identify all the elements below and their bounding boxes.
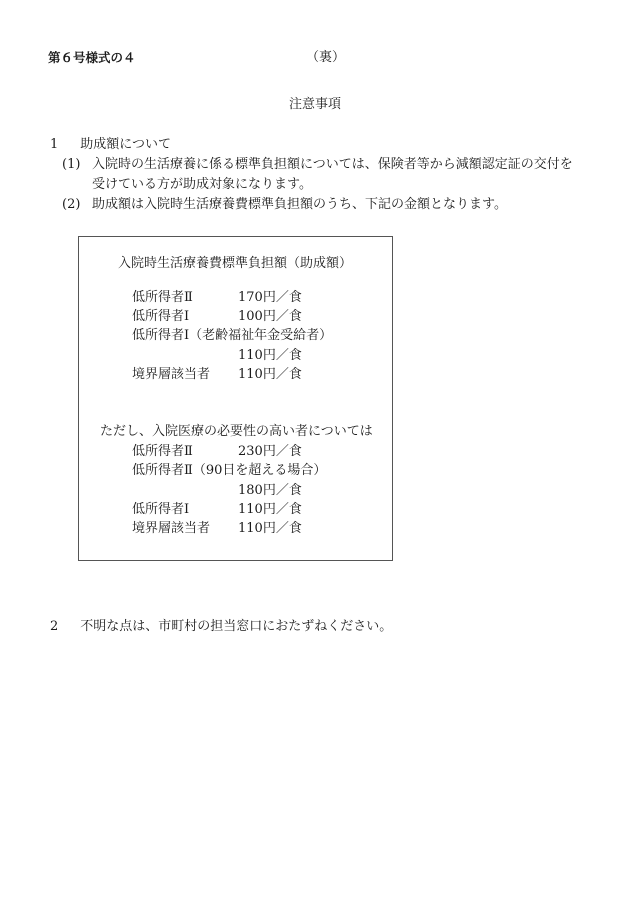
page-heading: 注意事項 (289, 97, 342, 112)
row-amount: 110円／食 (238, 502, 302, 517)
row-label: 低所得者Ⅱ (132, 290, 193, 305)
row-amount: 110円／食 (238, 348, 302, 363)
row-amount: 110円／食 (238, 521, 302, 536)
row-amount: 180円／食 (238, 483, 302, 498)
item-1-line-2: 受けている方が助成対象になります。 (92, 177, 312, 192)
item-1-text: 入院時の生活療養に係る標準負担額については、保険者等から減額認定証の交付を (92, 157, 573, 172)
item-1-line-1 (62, 157, 573, 173)
row-label: 低所得者Ⅰ（老齢福祉年金受給者） (132, 328, 333, 343)
row-label: 低所得者Ⅰ (132, 502, 190, 517)
row-amount: 170円／食 (238, 290, 302, 305)
subsidy-amount-box (78, 236, 393, 561)
section-2-text: 不明な点は、市町村の担当窓口におたずねください。 (80, 619, 393, 634)
high-need-note: ただし、入院医療の必要性の高い者については (100, 424, 373, 439)
box-title: 入院時生活療養費標準負担額（助成額） (118, 256, 353, 271)
section-1-title: 助成額について (80, 137, 172, 152)
row-amount: 100円／食 (238, 309, 302, 324)
item-2-text: 助成額は入院時生活療養費標準負担額のうち、下記の金額となります。 (92, 197, 507, 212)
row-label: 境界層該当者 (132, 521, 211, 536)
row-label: 境界層該当者 (132, 367, 211, 382)
row-amount: 110円／食 (238, 367, 302, 382)
section-2 (50, 619, 392, 635)
page-side-label: （裏） (306, 50, 346, 65)
row-amount: 230円／食 (238, 444, 302, 459)
section-2-number: 2 (50, 619, 59, 634)
form-number: 第６号様式の４ (48, 50, 136, 65)
item-1-number: (1) (62, 157, 81, 172)
item-2-number: (2) (62, 197, 81, 212)
item-2 (62, 197, 507, 213)
section-1-number: 1 (50, 137, 59, 152)
row-label: 低所得者Ⅱ（90日を超える場合） (132, 463, 327, 478)
row-label: 低所得者Ⅰ (132, 309, 190, 324)
row-label: 低所得者Ⅱ (132, 444, 193, 459)
section-1-heading (50, 137, 171, 153)
